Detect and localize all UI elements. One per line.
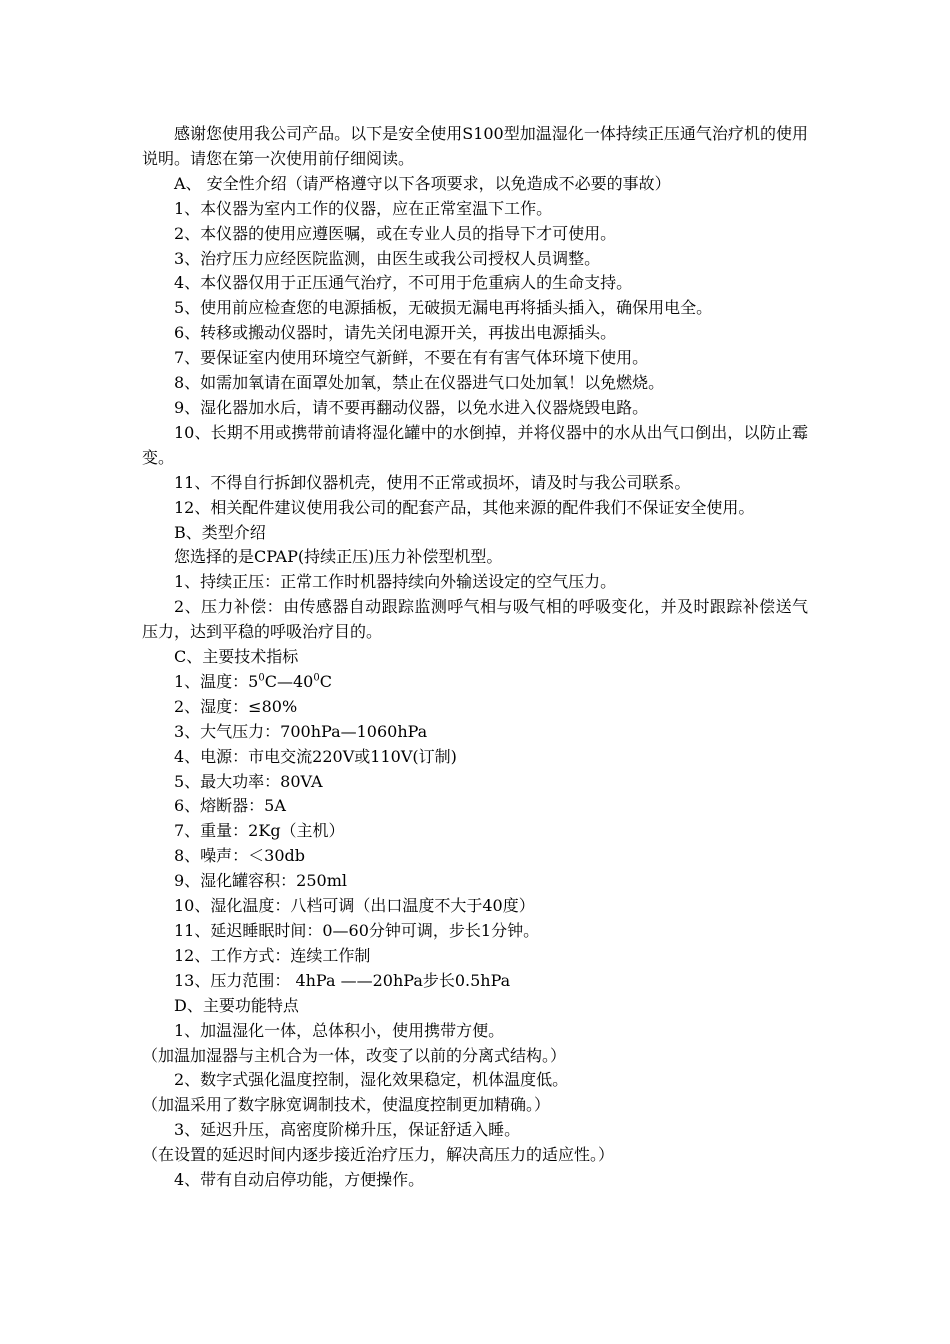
section-a-item: 10、长期不用或携带前请将湿化罐中的水倒掉，并将仪器中的水从出气口倒出，以防止霉变。 (142, 422, 808, 467)
section-c-item: 6、熔断器：5A (174, 796, 286, 816)
section-a-item: 5、使用前应检查您的电源插板，无破损无漏电再将插头插入，确保用电全。 (174, 298, 713, 318)
section-c-item: 9、湿化罐容积：250ml (174, 871, 348, 891)
section-d-note: （加温加湿器与主机合为一体，改变了以前的分离式结构。） (142, 1045, 567, 1065)
section-d-note: （在设置的延迟时间内逐步接近治疗压力，解决高压力的适应性。） (142, 1145, 615, 1165)
section-d-feature: 4、带有自动启停功能，方便操作。 (174, 1170, 425, 1190)
section-a-heading: A、 安全性介绍（请严格遵守以下各项要求，以免造成不必要的事故） (174, 173, 671, 193)
section-c-heading: C、主要技术指标 (174, 647, 299, 667)
section-d-note: （加温采用了数字脉宽调制技术，使温度控制更加精确。） (142, 1095, 551, 1115)
section-d-feature: 1、加温湿化一体，总体积小，使用携带方便。 (174, 1020, 505, 1040)
section-c-item: 3、大气压力：700hPa—1060hPa (174, 721, 428, 741)
section-b-item: 2、压力补偿：由传感器自动跟踪监测呼气相与吸气相的呼吸变化，并及时跟踪补偿送气压力，达到平稳的呼吸治疗目的。 (142, 597, 808, 642)
section-a-item: 6、转移或搬动仪器时，请先关闭电源开关，再拔出电源插头。 (174, 323, 617, 343)
document-body (142, 122, 808, 1193)
temperature-suffix: C (319, 671, 332, 691)
section-b-item: 1、持续正压：正常工作时机器持续向外输送设定的空气压力。 (174, 572, 617, 592)
section-a-item: 7、要保证室内使用环境空气新鲜，不要在有有害气体环境下使用。 (174, 348, 649, 368)
section-a-item: 12、相关配件建议使用我公司的配套产品，其他来源的配件我们不保证安全使用。 (174, 497, 755, 517)
section-c-item: 5、最大功率：80VA (174, 771, 323, 791)
section-c-item: 2、湿度：≤80% (174, 696, 298, 716)
section-c-item: 7、重量：2Kg（主机） (174, 821, 345, 841)
section-a-item: 2、本仪器的使用应遵医嘱，或在专业人员的指导下才可使用。 (174, 223, 617, 243)
section-c-item: 8、噪声：＜30db (174, 846, 306, 866)
intro-paragraph: 感谢您使用我公司产品。以下是安全使用S100型加温湿化一体持续正压通气治疗机的使用说明。请您在第一次使用前仔细阅读。 (142, 124, 808, 168)
section-a-item: 4、本仪器仅用于正压通气治疗，不可用于危重病人的生命支持。 (174, 273, 633, 293)
degree-sup: 0 (258, 672, 265, 684)
temperature-mid: C—40 (264, 671, 314, 691)
section-c-item: 10、湿化温度：八档可调（出口温度不大于40度） (174, 896, 535, 916)
section-d-heading: D、主要功能特点 (174, 995, 299, 1015)
degree-sup: 0 (313, 672, 320, 684)
section-c-item: 4、电源：市电交流220V或110V(订制) (174, 746, 457, 766)
section-a-item: 9、湿化器加水后，请不要再翻动仪器，以免水进入仪器烧毁电路。 (174, 397, 649, 417)
section-a-item: 8、如需加氧请在面罩处加氧，禁止在仪器进气口处加氧！以免燃烧。 (174, 373, 665, 393)
section-c-item: 12、工作方式：连续工作制 (174, 945, 371, 965)
section-c-item: 13、压力范围： 4hPa ——20hPa步长0.5hPa (174, 970, 511, 990)
section-c-item: 11、延迟睡眠时间：0—60分钟可调，步长1分钟。 (174, 921, 540, 940)
temperature-prefix: 1、温度：5 (174, 671, 259, 691)
section-b-intro: 您选择的是CPAP(持续正压)压力补偿型机型。 (174, 547, 503, 567)
section-d-feature: 3、延迟升压，高密度阶梯升压，保证舒适入睡。 (174, 1120, 521, 1140)
section-d-feature: 2、数字式强化温度控制，湿化效果稳定，机体温度低。 (174, 1070, 569, 1090)
section-b-heading: B、类型介绍 (174, 522, 266, 542)
section-a-item: 3、治疗压力应经医院监测，由医生或我公司授权人员调整。 (174, 248, 601, 268)
section-c-temperature (142, 670, 808, 695)
section-a-item: 11、不得自行拆卸仪器机壳，使用不正常或损坏，请及时与我公司联系。 (174, 472, 691, 492)
section-a-item: 1、本仪器为室内工作的仪器，应在正常室温下工作。 (174, 198, 553, 218)
